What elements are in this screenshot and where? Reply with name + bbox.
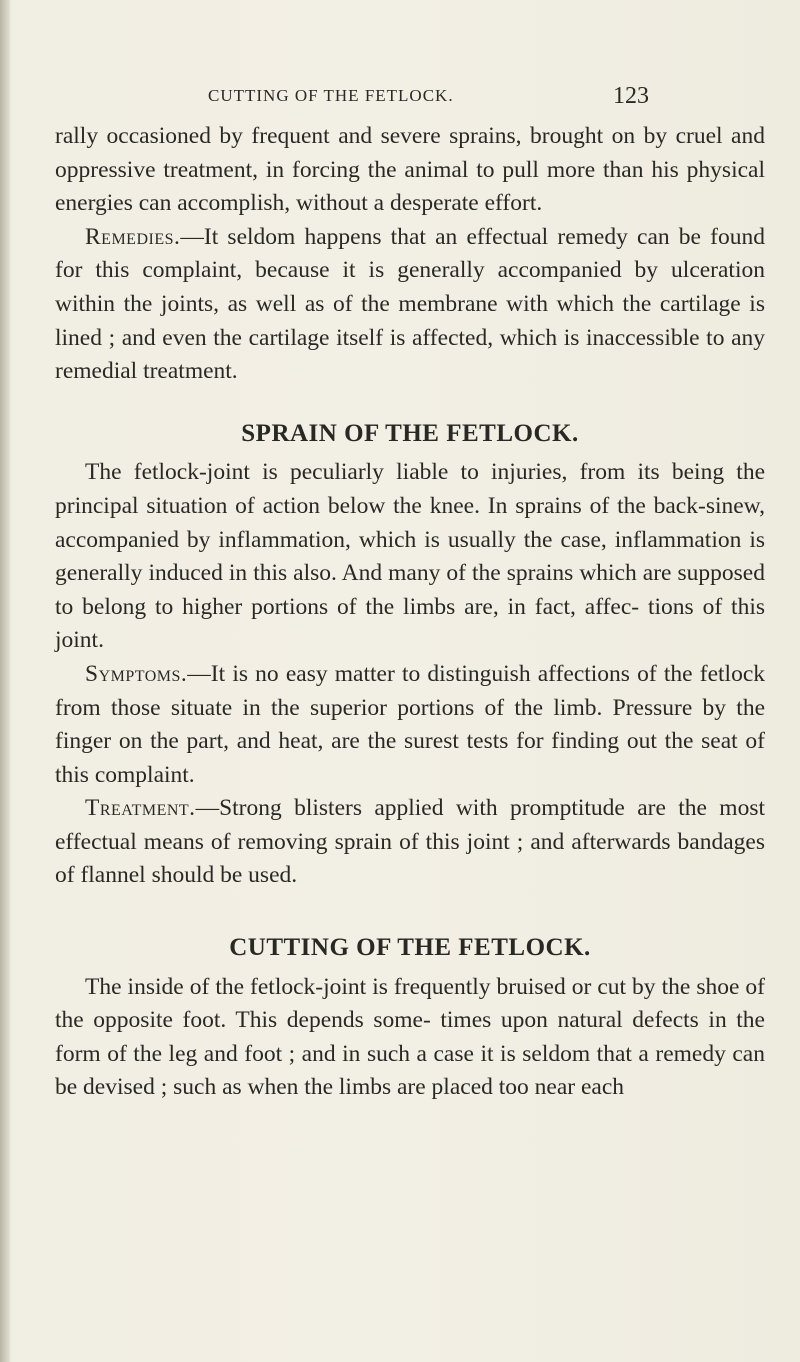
symptoms-label: Symptoms. (85, 660, 188, 687)
running-title: CUTTING OF THE FETLOCK. (208, 86, 454, 105)
paragraph-symptoms (55, 658, 765, 792)
treatment-text: —Strong blisters applied with promptitude are the most effectual means of removing sprain of this joint ; and afterwards bandages of flannel should be used. (55, 795, 765, 889)
paragraph-continued: rally occasioned by frequent and severe sprains, brought on by cruel and oppressive treatment, in forcing the animal to pull more than his physical energies can accomplish, without a desperate effort. (55, 123, 765, 217)
heading-cutting-of-fetlock: CUTTING OF THE FETLOCK. (229, 934, 591, 962)
remedies-label: Remedies. (85, 223, 181, 250)
symptoms-text: —It is no easy matter to distinguish affections of the fetlock from those situate in the superior portions of the limb. Pressure by the finger on the part, and heat, are the surest tests for finding out the seat of this complaint. (55, 660, 765, 788)
page-spine-shadow (0, 0, 10, 1362)
running-head (0, 83, 800, 116)
remedies-text: —It seldom happens that an effectual remedy can be found for this complaint, because it is generally accompanied by ulceration within the joints, as well as of the membrane with which the cartilage is lined ; and even the cartilage itself is affected, which is inaccessible to any remedial treatment. (55, 223, 765, 385)
text-block (55, 120, 765, 1105)
heading-sprain-of-fetlock: SPRAIN OF THE FETLOCK. (241, 419, 579, 447)
page-number: 123 (613, 83, 649, 109)
paragraph-cutting: The inside of the fetlock-joint is frequently bruised or cut by the shoe of the opposite foot. This depends some- times upon natural defects in the form of the leg and foot ; and in such a case it is seldom that a remedy can be devised ; such as when the limbs are placed too near each (55, 973, 765, 1101)
paragraph-sprain: The fetlock-joint is peculiarly liable to injuries, from its being the principal situation of action below the knee. In sprains of the back-sinew, accompanied by inflammation, which is usually the case, inflammation is generally induced in this also. And many of the sprains which are supposed to belong to higher portions of the limbs are, in fact, affec- tions of this joint. (55, 459, 765, 654)
treatment-label: Treatment. (85, 795, 196, 822)
paragraph-treatment (55, 792, 765, 893)
paragraph-remedies (55, 221, 765, 389)
